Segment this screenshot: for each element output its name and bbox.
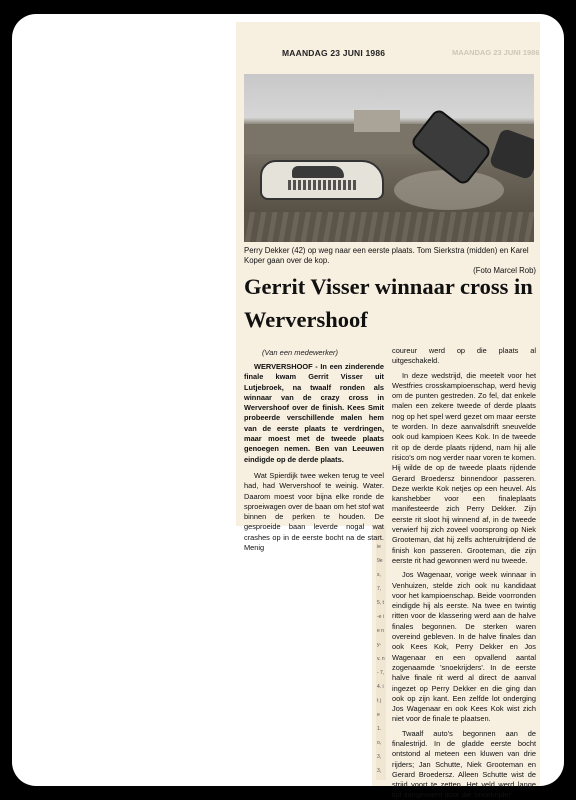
article-column-left xyxy=(244,362,384,553)
article-paragraph: Twaalf auto's begonnen aan de finalestrijd. In de gladde eerste bocht ontstond al meteen een kluwen van drie rijders; Jan Schutte, Niek Grooteman en Gerard Broedersz. Alleen Schutte wist de strijd voort te zetten. Het veld werd lange tijd aangevoerd door die 'snoekrijder' xyxy=(392,728,536,800)
newspaper-date: MAANDAG 23 JUNI 1986 xyxy=(282,48,386,58)
faded-date: MAANDAG 23 JUNI 1986 xyxy=(452,48,540,57)
article-paragraph: Wat Spierdijk twee weken terug te veel had, had Wervershoof te weinig. Water. Daarom moest voor bijna elke ronde de sproeiwagen over de baan om het stof wat binnen de perken te houden. De gesproeide baan leverde nogal wat crashes op in de eerste bocht na de start. Menig xyxy=(244,470,384,553)
article-paragraph: In deze wedstrijd, die meetelt voor het Westfries crosskampioenschap, werd hevig om de punten gestreden. Zo fel, dat enkele malen een zekere tweede of derde plaats nog op het spel werd gezet om maar eerste te worden. In deze aanvalsdrift sneuvelde ook oud kampioen Kees Kok. In de tweede rit op de derde plaats rijdend, nam hij alle risico's om nog verder naar voren te komen. Hij wilde de op de tweede plaats rijdende Gerard Broedersz binnendoor passeren. Deze werkte Kok netjes op een heuvel. Als kanshebber voor een finaleplaats manifesteerde zich Perry Dekker. Zijn eerste rit sloot hij winnend af, in de tweede verwierf hij zich zoveel voorsprong op Niek Grooteman, dat hij zelfs achteruitrijdend de finish kon passeren. Grooteman, die zijn eerste rit had gewonnen werd nu tweede. xyxy=(392,370,536,565)
article-lead: WERVERSHOOF - In een zinderende finale kwam Gerrit Visser uit Lutjebroek, na twaalf ronden als winnaar van de crazy cross in Wervershoof over de finish. Kees Smit probeerde verschillende malen hem van de eerste plaats te verdringen, maar moest met de tweede plaats genoegen nemen. Ben van Leeuwen eindigde op de derde plaats. xyxy=(244,362,384,464)
article-headline: Gerrit Visser winnaar cross in Wervershoof xyxy=(244,274,533,332)
photo-credit: (Foto Marcel Rob) xyxy=(473,266,536,275)
article-paragraph: coureur werd op die plaats al uitgeschakeld. xyxy=(392,346,536,366)
article-column-right xyxy=(392,346,536,800)
article-paragraph: Jos Wagenaar, vorige week winnaar in Venhuizen, stelde zich ook nu kandidaat voor het kampioenschap. Beide voorronden eindigde hij als eerste. Na twee en twintig ritten voor de klassering werd aan de halve finales begonnen. De sterken waren overeind gebleven. In de halve finales dan ook Kees Kok, Perry Dekker en Jos Wagenaar en een opvallend aantal zogenaamde 'snoekrijders'. In de eerste halve finale rit werd al direct de aanval ingezet op Perry Dekker en die ging dan ook op zijn kant. Een zelfde lot onderging Jos Wagenaar en ook Kees Kok wist zich niet voor de finale te plaatsen. xyxy=(392,570,536,724)
race-photo xyxy=(244,74,534,242)
cut-off-column-text: ie 9e s, 7, 5, t-e ie n y- v. n- 7, 4. it j e 1. o, 3, 3, xyxy=(377,544,385,774)
article-byline: (Van een medewerker) xyxy=(262,348,339,357)
caption-text: Perry Dekker (42) op weg naar een eerste plaats. Tom Sierkstra (midden) en Karel Koper gaan over de kop. xyxy=(244,246,529,265)
